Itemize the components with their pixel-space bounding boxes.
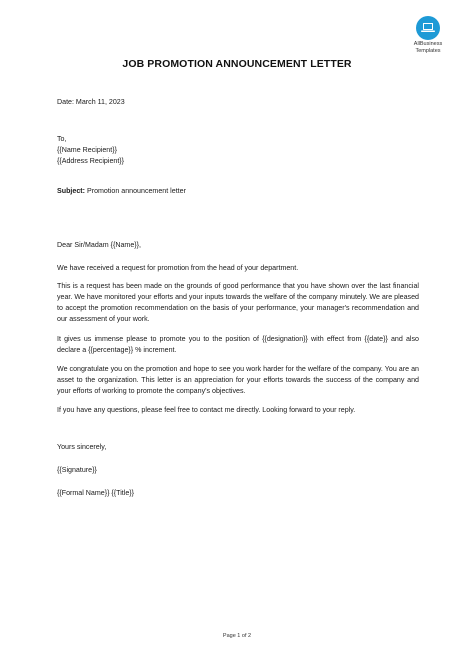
formal-name-title: {{Formal Name}} {{Title}} — [57, 489, 135, 497]
subject-text: Promotion announcement letter — [86, 187, 186, 195]
letter-date: Date: March 11, 2023 — [57, 98, 125, 106]
recipient-address: {{Address Recipient}} — [57, 157, 125, 165]
paragraph-performance: This is a request has been made on the grounds of good performance that you have shown over the last financial year. We have monitored your efforts and your inputs towards the welfare of the company minutely. We are pleased to accept the promotion recommendation on the basis of your performance, your manager's recommendation and our assessment of your work. — [57, 282, 419, 323]
laptop-icon — [416, 16, 440, 40]
recipient-name: {{Name Recipient}} — [57, 146, 117, 154]
page-number: Page 1 of 2 — [222, 633, 252, 639]
logo-text-line1: AllBusiness — [413, 41, 443, 47]
recipient-to: To, — [57, 135, 67, 143]
salutation: Dear Sir/Madam {{Name}}, — [57, 241, 141, 249]
paragraph-contact: If you have any questions, please feel free to contact me directly. Looking forward to your reply. — [57, 406, 356, 414]
logo-text-line2: Templates — [415, 47, 441, 54]
allbusiness-templates-logo[interactable] — [406, 16, 450, 54]
paragraph-promotion-details: It gives us immense please to promote you to the position of {{designation}} with effect from {{date}} and also declare a {{percentage}} % increment. — [57, 335, 419, 354]
subject-label: Subject: — [57, 187, 85, 195]
closing: Yours sincerely, — [57, 443, 107, 451]
paragraph-congratulations: We congratulate you on the promotion and hope to see you work harder for the welfare of the company. You are an asset to the organization. This letter is an appreciation for your efforts towards the success of the company and your efforts of working to promote the company's objectives. — [57, 365, 419, 395]
signature-placeholder: {{Signature}} — [57, 466, 97, 474]
subject-line — [57, 186, 419, 197]
recipient-block — [57, 134, 419, 167]
paragraph-request-received: We have received a request for promotion from the head of your department. — [57, 264, 299, 272]
document-title: JOB PROMOTION ANNOUNCEMENT LETTER — [122, 58, 352, 70]
